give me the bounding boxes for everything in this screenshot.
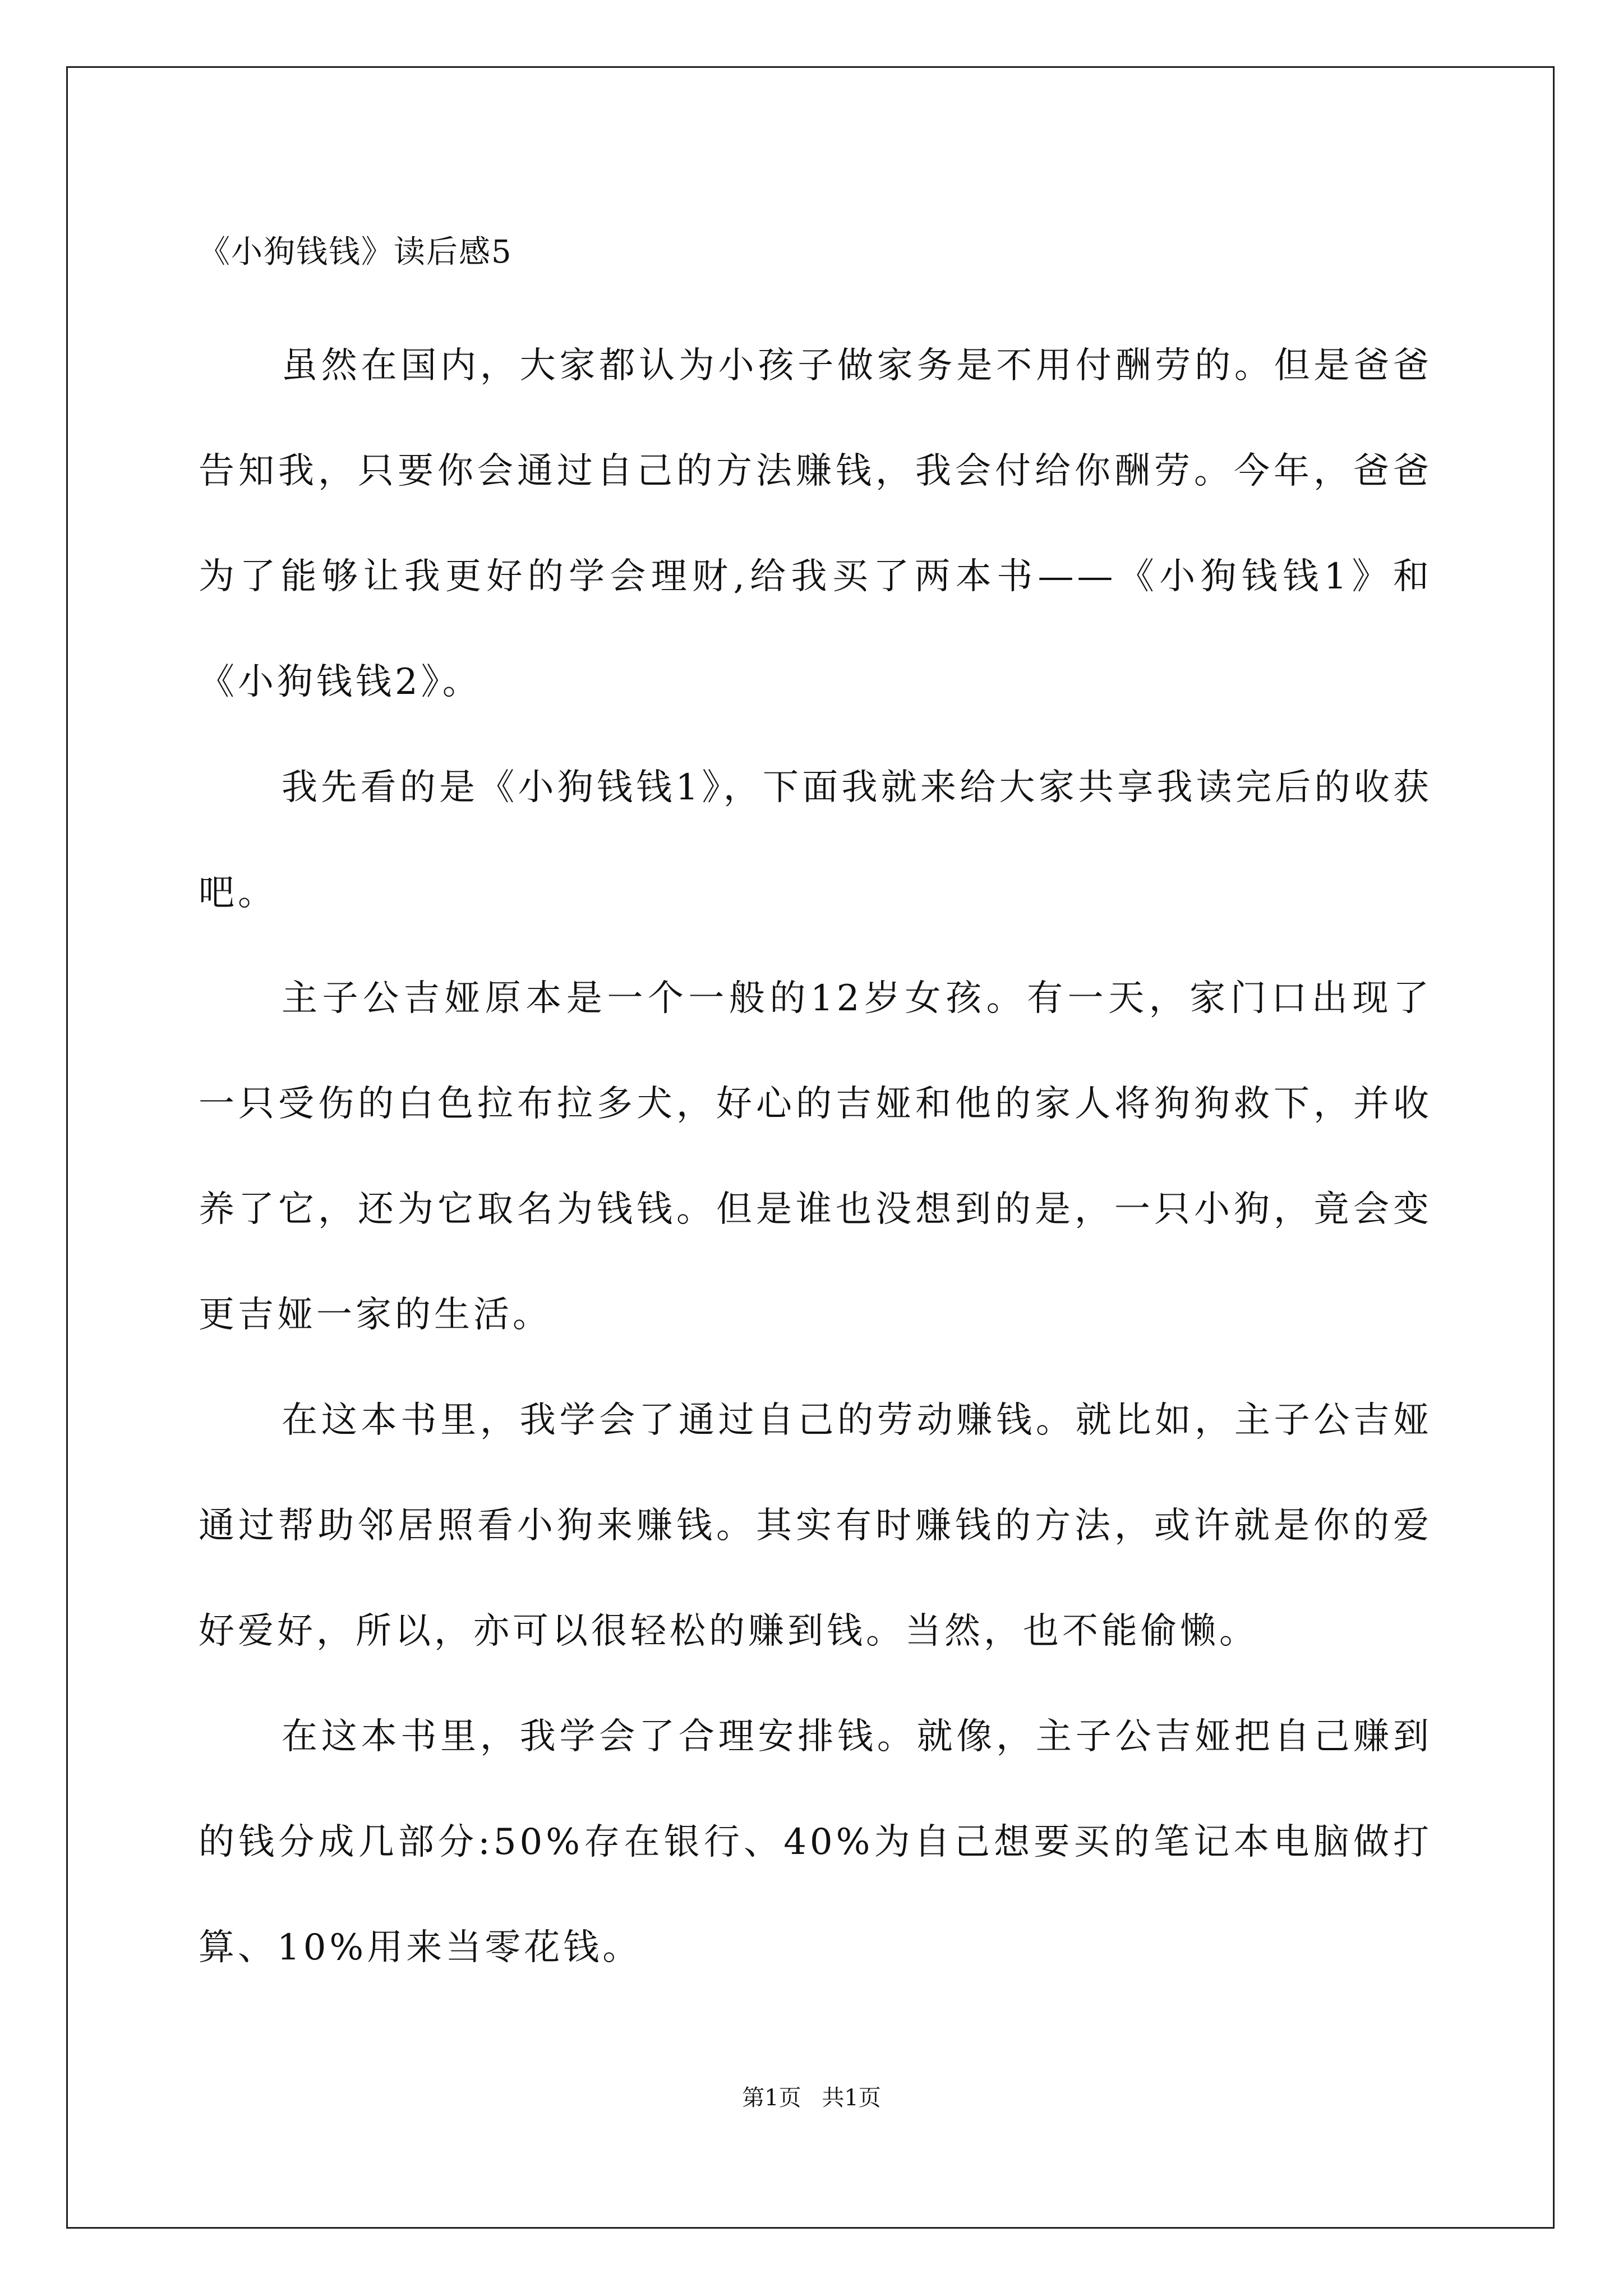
document-body bbox=[199, 224, 1432, 2000]
paragraph: 虽然在国内，大家都认为小孩子做家务是不用付酬劳的。但是爸爸告知我，只要你会通过自己的方法赚钱，我会付给你酬劳。今年，爸爸为了能够让我更好的学会理财,给我买了两本书——《小狗钱钱1》和《小狗钱钱2》。 bbox=[199, 345, 1432, 703]
document-title: 《小狗钱钱》读后感5 bbox=[199, 234, 513, 270]
paragraph: 在这本书里，我学会了合理安排钱。就像，主子公吉娅把自己赚到的钱分成几部分:50%存在银行、40%为自己想要买的笔记本电脑做打算、10%用来当零花钱。 bbox=[199, 1716, 1432, 1968]
paragraph: 主子公吉娅原本是一个一般的12岁女孩。有一天，家门口出现了一只受伤的白色拉布拉多犬，好心的吉娅和他的家人将狗狗救下，并收养了它，还为它取名为钱钱。但是谁也没想到的是，一只小狗，竟会变更吉娅一家的生活。 bbox=[199, 978, 1432, 1336]
paragraph: 在这本书里，我学会了通过自己的劳动赚钱。就比如，主子公吉娅通过帮助邻居照看小狗来赚钱。其实有时赚钱的方法，或许就是你的爱好爱好，所以，亦可以很轻松的赚到钱。当然，也不能偷懒。 bbox=[199, 1400, 1432, 1652]
page-total: 共1页 bbox=[822, 2085, 881, 2111]
page-number: 第1页 bbox=[742, 2085, 801, 2111]
paragraph: 我先看的是《小狗钱钱1》，下面我就来给大家共享我读完后的收获吧。 bbox=[199, 767, 1432, 914]
page-footer bbox=[0, 2081, 1623, 2115]
